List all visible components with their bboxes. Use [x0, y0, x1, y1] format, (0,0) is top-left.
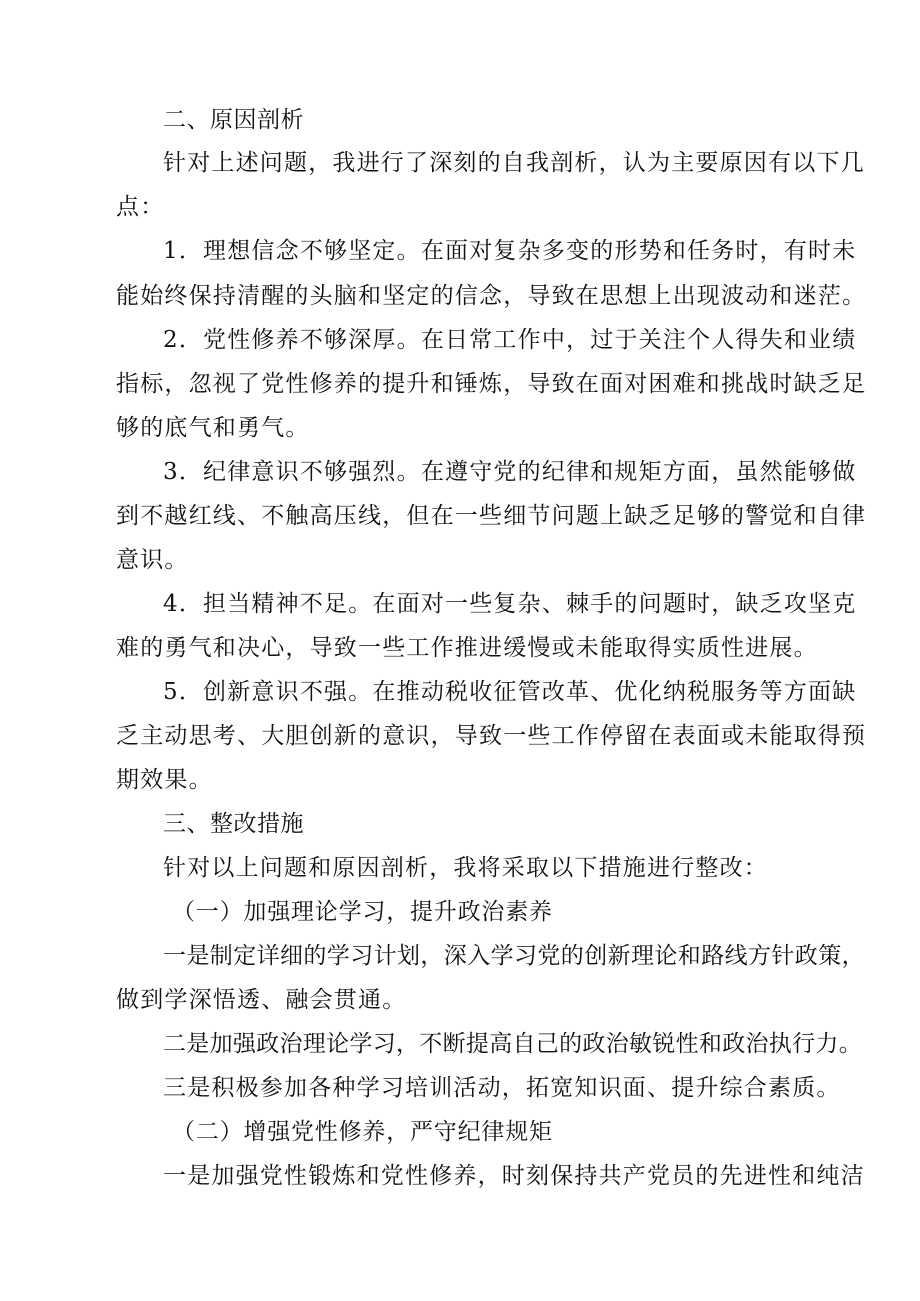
paragraph-line: 一是加强党性锻炼和党性修养，时刻保持共产党员的先进性和纯洁 — [163, 1163, 865, 1189]
subsection-title: （一）加强理论学习，提升政治素养 — [172, 899, 553, 925]
list-item-line: 难的勇气和决心，导致一些工作推进缓慢或未能取得实质性进展。 — [116, 635, 818, 661]
subsection-title: （二）增强党性修养，严守纪律规矩 — [172, 1119, 553, 1145]
list-item-line: 能始终保持清醒的头脑和坚定的信念，导致在思想上出现波动和迷茫。 — [116, 283, 867, 309]
list-item-line: 1．理想信念不够坚定。在面对复杂多变的形势和任务时，有时未 — [163, 238, 857, 264]
list-item-line: 到不越红线、不触高压线，但在一些细节问题上缺乏足够的警觉和自律 — [116, 503, 867, 529]
paragraph-line: 三是积极参加各种学习培训活动，拓宽知识面、提升综合素质。 — [163, 1075, 841, 1101]
list-item-line: 指标，忽视了党性修养的提升和锤炼，导致在面对困难和挑战时缺乏足 — [116, 371, 867, 397]
paragraph-line: 点： — [116, 194, 165, 220]
list-item-line: 2．党性修养不够深厚。在日常工作中，过于关注个人得失和业绩 — [163, 327, 857, 353]
paragraph-line: 二是加强政治理论学习，不断提高自己的政治敏锐性和政治执行力。 — [163, 1031, 862, 1057]
section-heading-measures: 三、整改措施 — [163, 811, 304, 837]
paragraph-line: 做到学深悟透、融会贯通。 — [116, 987, 407, 1013]
list-item-line: 够的底气和勇气。 — [116, 415, 310, 441]
paragraph-line: 针对上述问题，我进行了深刻的自我剖析，认为主要原因有以下几 — [163, 150, 865, 176]
list-item-line: 4．担当精神不足。在面对一些复杂、棘手的问题时，缺乏攻坚克 — [163, 591, 857, 617]
section-heading-causes: 二、原因剖析 — [163, 107, 304, 133]
list-item-line: 期效果。 — [116, 767, 213, 793]
list-item-line: 5．创新意识不强。在推动税收征管改革、优化纳税服务等方面缺 — [163, 679, 857, 705]
list-item-line: 意识。 — [116, 547, 189, 573]
list-item-line: 乏主动思考、大胆创新的意识，导致一些工作停留在表面或未能取得预 — [116, 723, 867, 749]
paragraph-line: 针对以上问题和原因剖析，我将采取以下措施进行整改： — [163, 855, 768, 881]
list-item-line: 3．纪律意识不够强烈。在遵守党的纪律和规矩方面，虽然能够做 — [163, 459, 857, 485]
paragraph-line: 一是制定详细的学习计划，深入学习党的创新理论和路线方针政策， — [163, 943, 865, 969]
